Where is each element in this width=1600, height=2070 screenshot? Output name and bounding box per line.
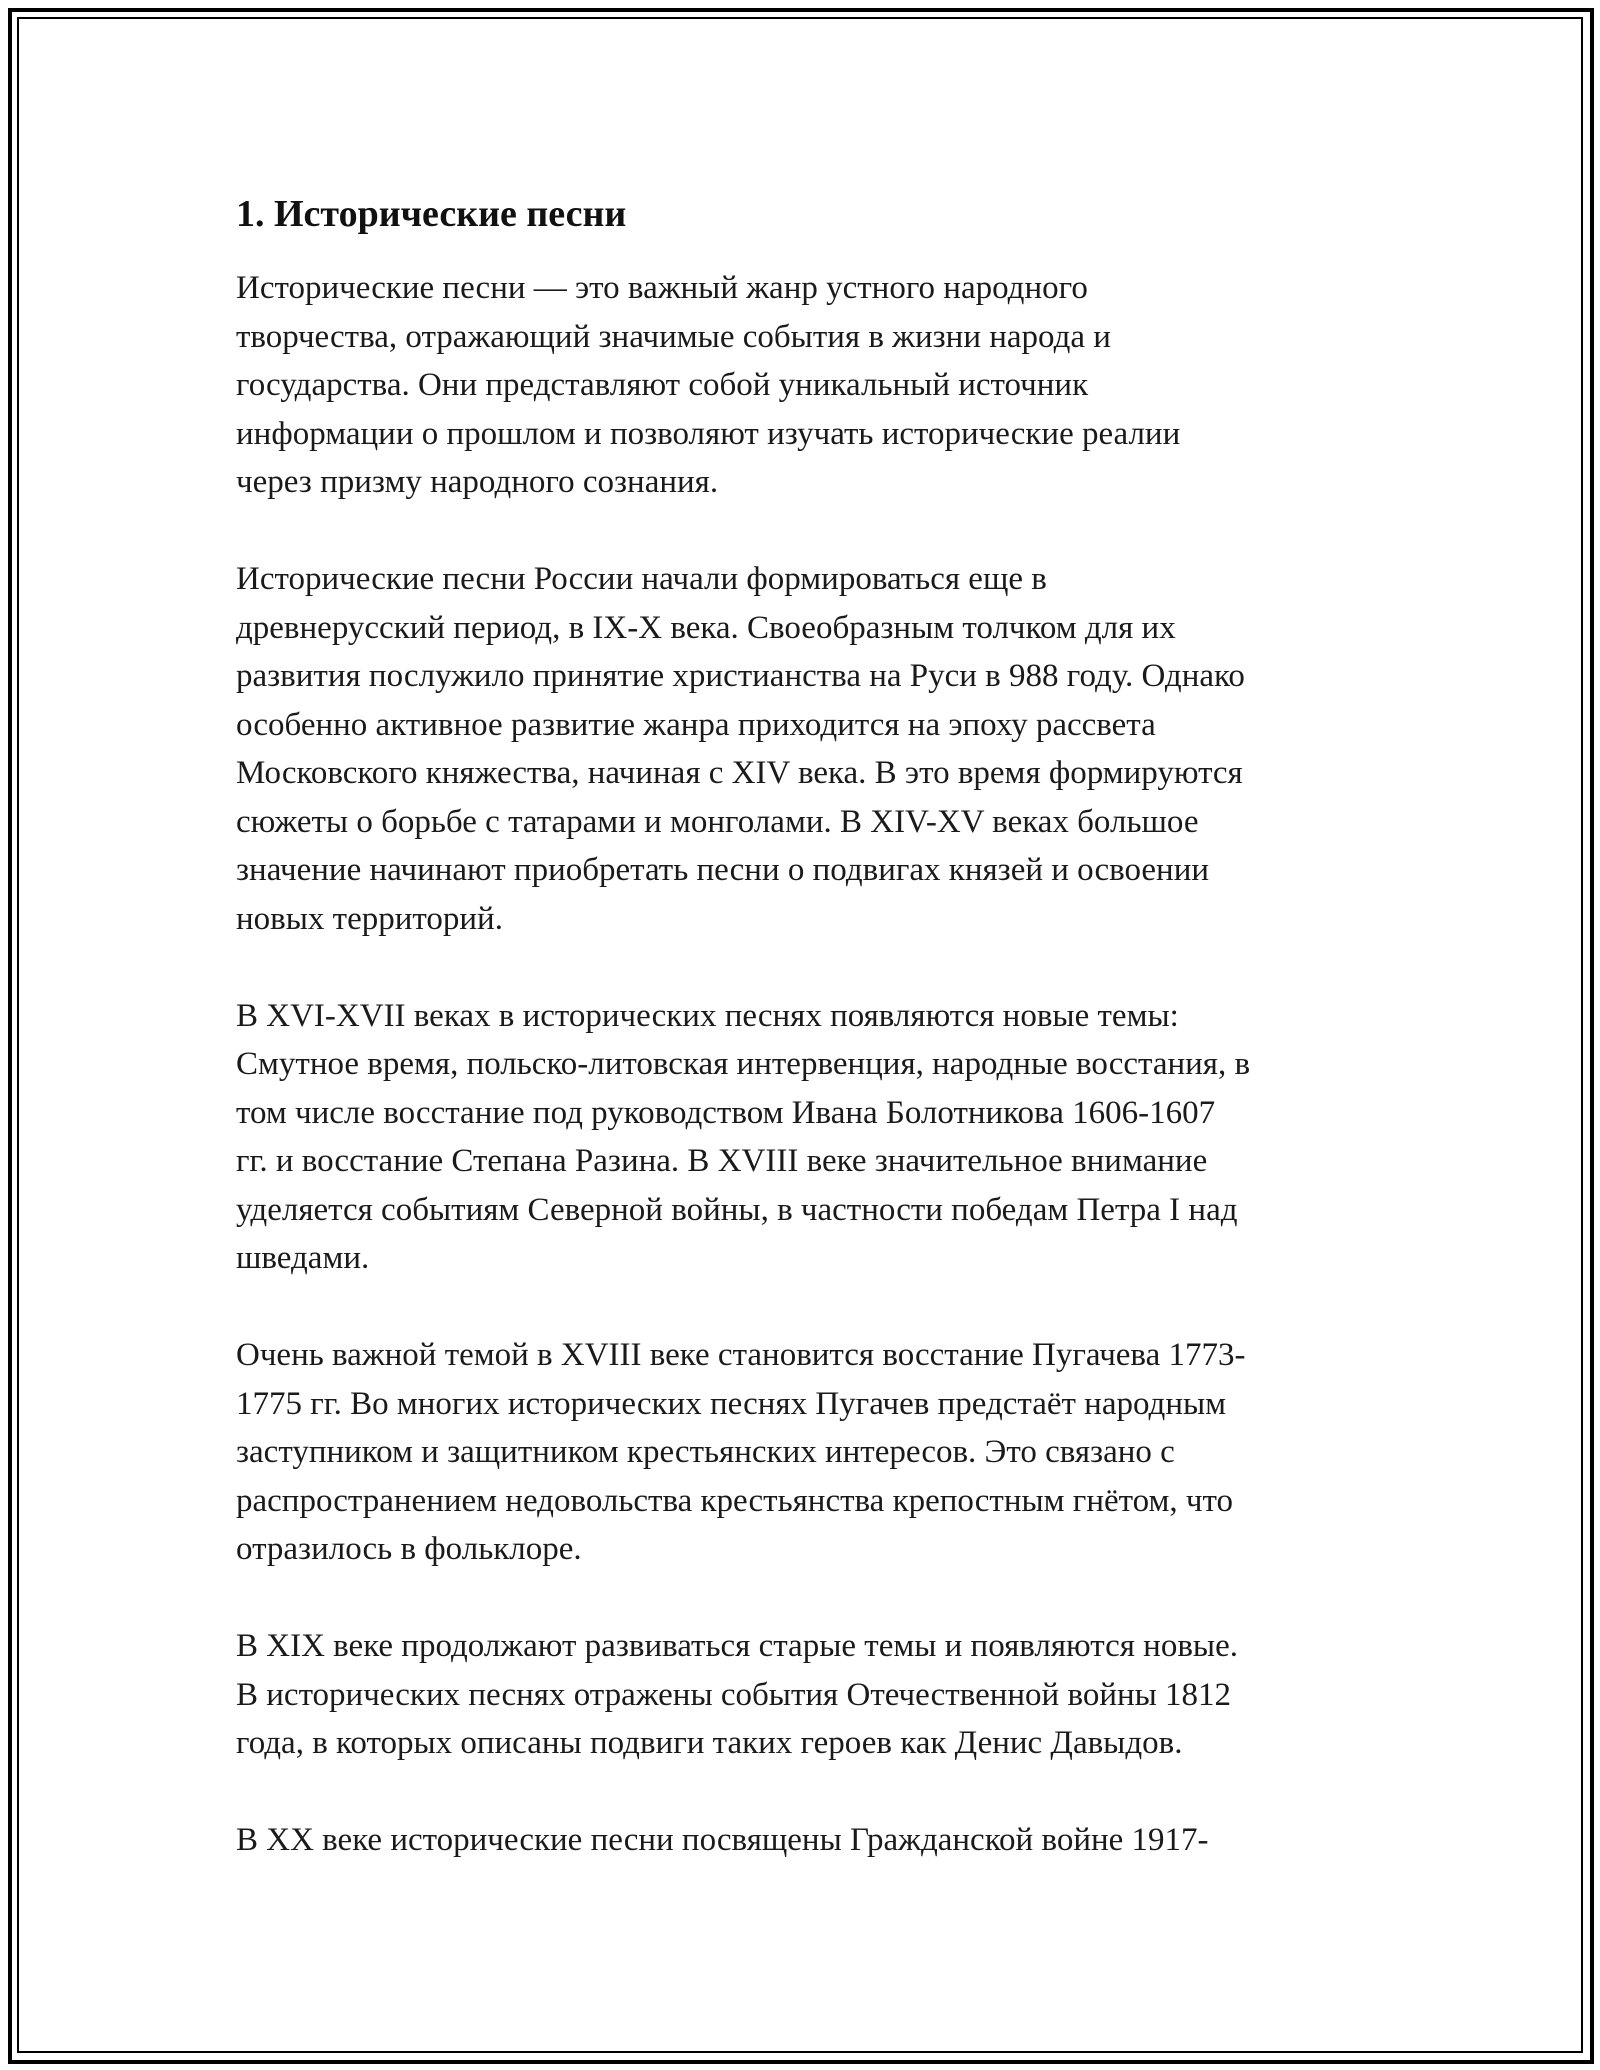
section-heading: 1. Исторические песни bbox=[236, 193, 627, 235]
text-line: Исторические песни — это важный жанр устного народного bbox=[236, 270, 1088, 306]
text-line: сюжеты о борьбе с татарами и монголами. В XIV-XV веках большое bbox=[236, 803, 1199, 840]
text-line: заступником и защитником крестьянских интересов. Это связано с bbox=[236, 1434, 1175, 1470]
paragraph-origins bbox=[236, 555, 1376, 943]
text-line: В XVI-XVII веках в исторических песнях появляются новые темы: bbox=[236, 997, 1179, 1034]
text-line: Очень важной темой в XVIII веке становится восстание Пугачева 1773- bbox=[236, 1337, 1246, 1373]
paragraph-pugachev bbox=[236, 1331, 1376, 1574]
text-line: уделяется событиям Северной войны, в частности победам Петра I над bbox=[236, 1191, 1238, 1228]
text-line: года, в которых описаны подвиги таких героев как Денис Давыдов. bbox=[236, 1725, 1183, 1761]
text-line: том числе восстание под руководством Ивана Болотникова 1606-1607 bbox=[236, 1094, 1216, 1131]
text-line: новых территорий. bbox=[236, 900, 503, 937]
text-line: Московского княжества, начиная с XIV века. В это время формируются bbox=[236, 755, 1243, 791]
text-line: через призму народного сознания. bbox=[236, 464, 719, 500]
text-line: значение начинают приобретать песни о подвигах князей и освоении bbox=[236, 852, 1210, 888]
text-line: В XX веке исторические песни посвящены Гражданской войне 1917- bbox=[236, 1822, 1209, 1858]
text-line: информации о прошлом и позволяют изучать исторические реалии bbox=[236, 415, 1181, 452]
text-line: особенно активное развитие жанра приходится на эпоху рассвета bbox=[236, 706, 1156, 743]
paragraph-16-17-centuries bbox=[236, 992, 1376, 1283]
text-line: В XIX веке продолжают развиваться старые темы и появляются новые. bbox=[236, 1628, 1238, 1664]
text-line: государства. Они представляют собой уникальный источник bbox=[236, 367, 1089, 403]
paragraph-intro bbox=[236, 264, 1376, 507]
paragraph-19-century bbox=[236, 1622, 1376, 1768]
text-line: гг. и восстание Степана Разина. В XVIII веке значительное внимание bbox=[236, 1143, 1208, 1179]
text-line: Смутное время, польско-литовская интервенция, народные восстания, в bbox=[236, 1046, 1251, 1082]
text-line: отразилось в фольклоре. bbox=[236, 1531, 582, 1567]
text-line: творчества, отражающий значимые события в жизни народа и bbox=[236, 318, 1111, 355]
paragraph-20-century bbox=[236, 1816, 1376, 1865]
text-line: шведами. bbox=[236, 1240, 370, 1276]
text-line: развития послужило принятие христианства на Руси в 988 году. Однако bbox=[236, 658, 1245, 694]
text-line: распространением недовольства крестьянства крепостным гнётом, что bbox=[236, 1482, 1233, 1519]
text-line: В исторических песнях отражены события Отечественной войны 1812 bbox=[236, 1676, 1232, 1713]
text-line: древнерусский период, в IX-X века. Своеобразным толчком для их bbox=[236, 609, 1176, 646]
text-line: Исторические песни России начали формироваться еще в bbox=[236, 561, 1047, 597]
document-body bbox=[236, 190, 1376, 1913]
text-line: 1775 гг. Во многих исторических песнях Пугачев предстаёт народным bbox=[236, 1385, 1227, 1422]
